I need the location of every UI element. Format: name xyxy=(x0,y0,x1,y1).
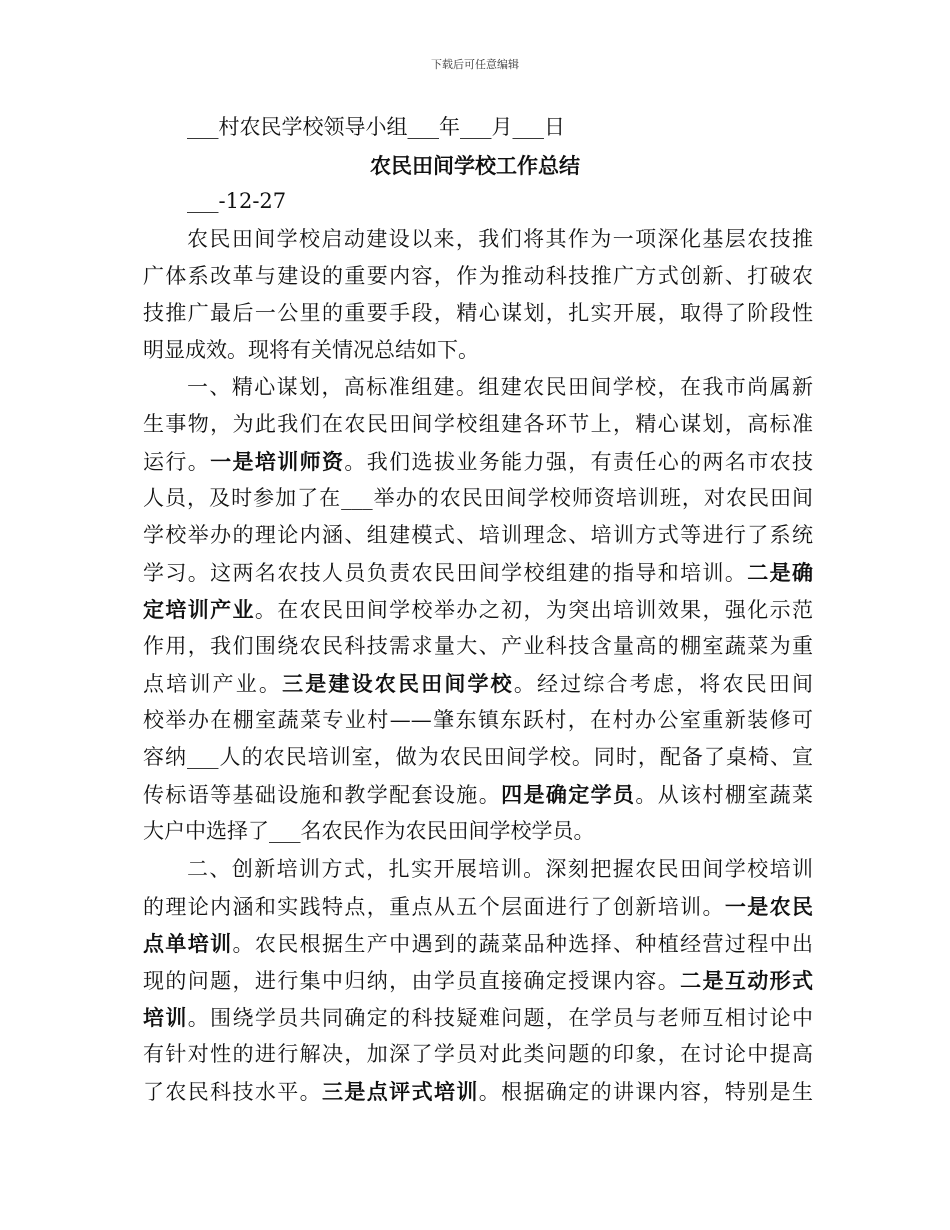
paragraph-line xyxy=(143,1076,813,1108)
text-run: 生事物，为此我们在农民田间学校组建各环节上，精心谋划，高标准 xyxy=(143,412,813,436)
bold-phrase: 一是培训师资 xyxy=(210,449,345,474)
paragraph-line xyxy=(143,816,813,847)
paragraph-line xyxy=(187,224,813,255)
text-run: 传标语等基础设施和教学配套设施。 xyxy=(143,783,502,807)
text-run: 二、创新培训方式，扎实开展培训。深刻把握农民田间学校培训 xyxy=(187,857,813,881)
text-run: 。根据确定的讲课内容，特别是生 xyxy=(478,1080,814,1104)
text-run: 现的问题，进行集中归纳，由学员直接确定授课内容。 xyxy=(143,969,681,993)
paragraph-line xyxy=(143,335,813,366)
paragraph-line xyxy=(143,557,813,589)
text-run: 学校举办的理论内涵、组建模式、培训理念、培训方式等进行了系统 xyxy=(143,523,813,547)
text-run: 。在农民田间学校举办之初，为突出培训效果，强化示范 xyxy=(254,598,814,622)
text-run: 有针对性的进行解决，加深了学员对此类问题的印象，在讨论中提高 xyxy=(143,1042,813,1066)
document-title: 农民田间学校工作总结 xyxy=(370,153,580,178)
bold-phrase: 三是点评式培训 xyxy=(322,1079,479,1104)
text-run: 。我们选拔业务能力强，有责任心的两名市农技 xyxy=(344,450,814,474)
paragraph-line xyxy=(143,1002,813,1034)
paragraph-line xyxy=(143,668,813,700)
document-date: ___-12-27 xyxy=(187,189,287,213)
paragraph-line xyxy=(143,594,813,626)
bold-phrase: 培训 xyxy=(143,1005,188,1030)
text-run: 作用，我们围绕农民科技需求量大、产业科技含量高的棚室蔬菜为重 xyxy=(143,634,813,658)
text-run: 明显成效。现将有关情况总结如下。 xyxy=(143,338,479,362)
bold-phrase: 二是互动形式 xyxy=(680,968,814,993)
page-header: 下载后可任意编辑 xyxy=(431,58,519,71)
paragraph-line xyxy=(143,446,813,478)
text-run: 。经过综合考虑，将农民田间 xyxy=(513,672,814,696)
text-run: 人员，及时参加了在___举办的农民田间学校师资培训班，对农民田间 xyxy=(143,486,813,510)
text-run: 。农民根据生产中遇到的蔬菜品种选择、种植经营过程中出 xyxy=(232,932,814,956)
text-run: 。从该村棚室蔬菜 xyxy=(635,783,814,807)
paragraph-line xyxy=(143,705,813,736)
paragraph-line xyxy=(143,1039,813,1070)
paragraph-line xyxy=(143,891,813,923)
text-run: 一、精心谋划，高标准组建。组建农民田间学校，在我市尚属新 xyxy=(187,375,813,399)
paragraph-line xyxy=(143,520,813,551)
text-run: 了农民科技水平。 xyxy=(143,1080,323,1104)
text-run: 容纳___人的农民培训室，做为农民田间学校。同时，配备了桌椅、宣 xyxy=(143,745,813,769)
bold-phrase: 一是农民 xyxy=(724,894,814,919)
bold-phrase: 三是建设农民田间学校 xyxy=(282,671,514,696)
bold-phrase: 点单培训 xyxy=(143,931,233,956)
text-run: 学习。这两名农技人员负责农民田间学校组建的指导和培训。 xyxy=(143,561,748,585)
text-run: 的理论内涵和实践特点，重点从五个层面进行了创新培训。 xyxy=(143,895,725,919)
paragraph-line xyxy=(143,928,813,960)
paragraph-line xyxy=(187,854,813,885)
paragraph-line xyxy=(187,372,813,403)
text-run: 农民田间学校启动建设以来，我们将其作为一项深化基层农技推 xyxy=(187,227,813,251)
paragraph-line xyxy=(143,483,813,514)
paragraph-line xyxy=(143,631,813,662)
paragraph-line xyxy=(143,779,813,811)
paragraph-line xyxy=(143,261,813,292)
text-run: 。围绕学员共同确定的科技疑难问题，在学员与老师互相讨论中 xyxy=(187,1006,814,1030)
signature-line: ___村农民学校领导小组___年___月___日 xyxy=(187,115,565,139)
text-run: 广体系改革与建设的重要内容，作为推动科技推广方式创新、打破农 xyxy=(143,264,813,288)
paragraph-line xyxy=(143,298,813,329)
paragraph-line xyxy=(143,742,813,773)
paragraph-line xyxy=(143,409,813,440)
text-run: 点培训产业。 xyxy=(143,672,283,696)
paragraph-line xyxy=(143,965,813,997)
text-run: 校举办在棚室蔬菜专业村——肇东镇东跃村，在村办公室重新装修可 xyxy=(143,708,813,732)
bold-phrase: 二是确 xyxy=(747,560,814,585)
text-run: 运行。 xyxy=(143,450,211,474)
bold-phrase: 四是确定学员 xyxy=(501,782,636,807)
text-run: 大户中选择了___名农民作为农民田间学校学员。 xyxy=(143,819,595,843)
text-run: 技推广最后一公里的重要手段，精心谋划，扎实开展，取得了阶段性 xyxy=(143,301,813,325)
bold-phrase: 定培训产业 xyxy=(143,597,255,622)
